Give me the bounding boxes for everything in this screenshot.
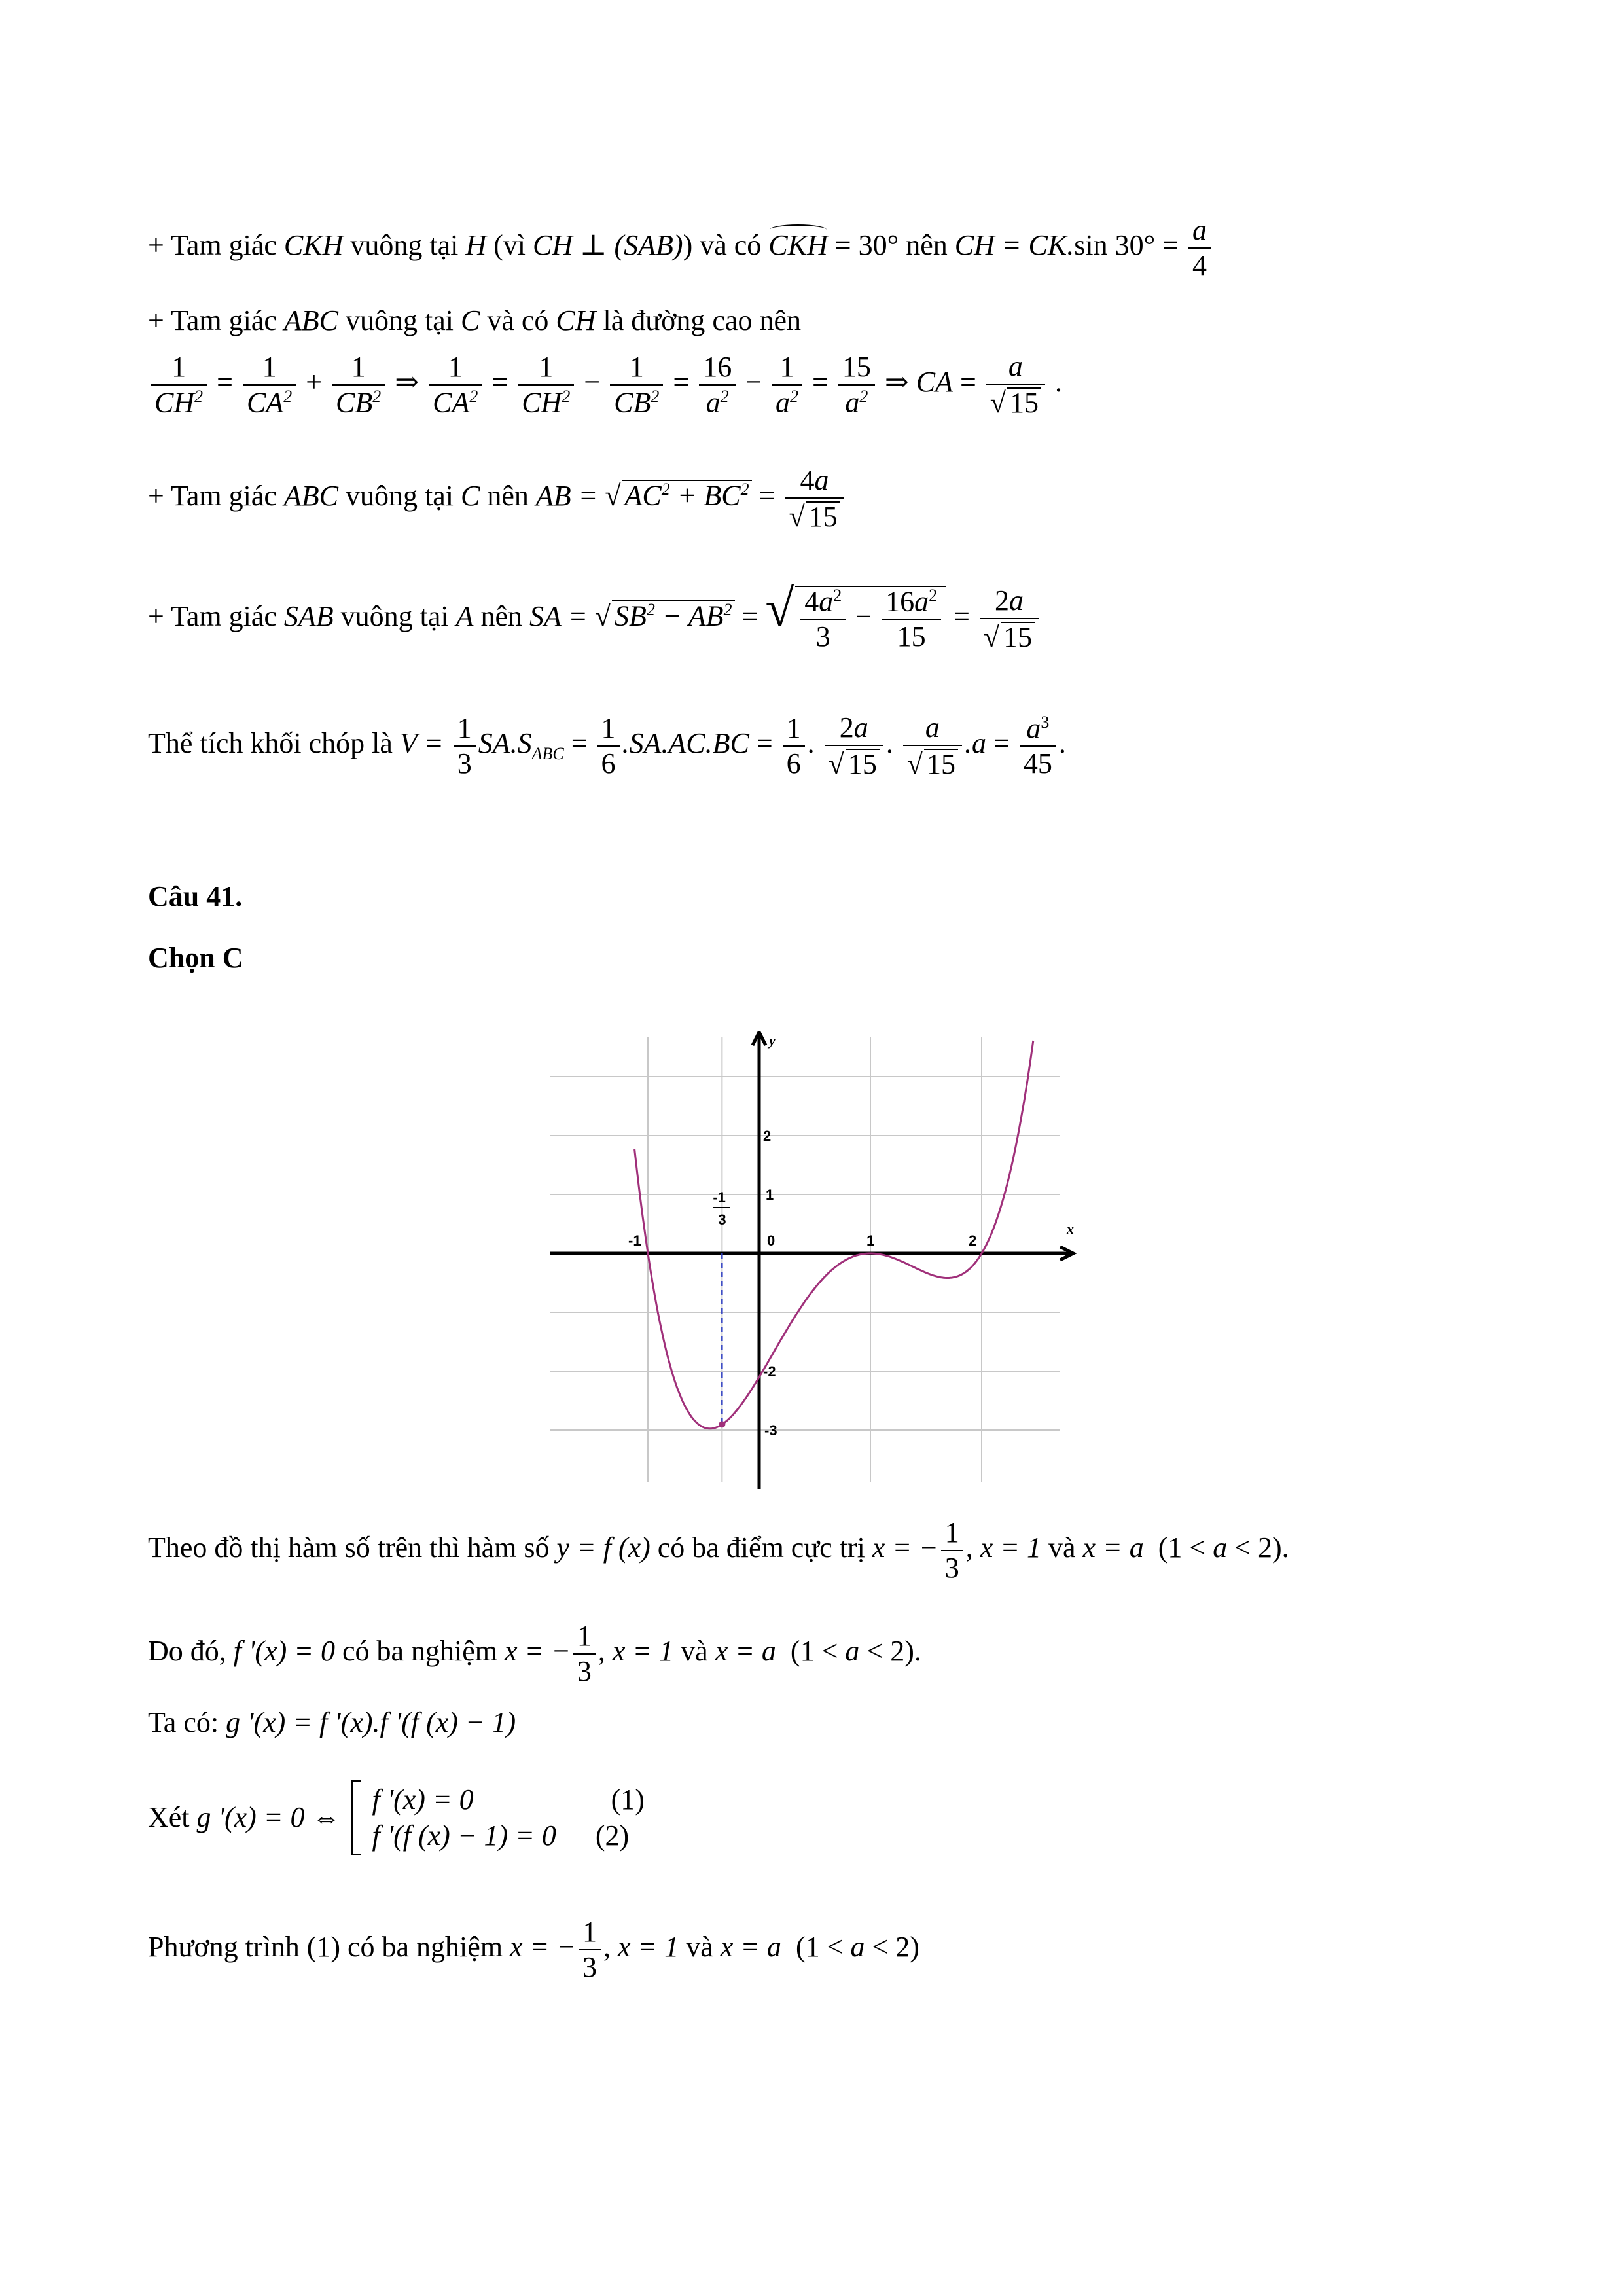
min-point — [719, 1421, 725, 1427]
text-segment: là đường cao nên — [603, 304, 801, 336]
graph-grid — [550, 1037, 1060, 1482]
text-segment: nên — [480, 600, 523, 632]
paragraph-system: Xét g '(x) = 0 ⇔ f '(x) = 0 (1) f '(f (x) − 1) = 0 (2) — [148, 1780, 645, 1855]
height-equation: $\frac{1}{CH^2}$ = $\frac{1}{CA^2}$ + $\frac{1}{CB^2}$ ⇒ $\frac{1}{CA^2}$ = $\frac{1}{CH^2}$ − $\frac{1}{CB^2}$ = $\frac{16}{a^2}$ − $\frac{1}{a^2}$ = $\frac{15}{a^2}$ ⇒ CA = a √ 15 . — [148, 352, 1062, 418]
math-angle-ckh: CKH — [768, 229, 828, 262]
fraction: $\frac{a}{4}$ — [1188, 216, 1211, 280]
triangle-abc-height-line — [148, 306, 801, 335]
minus-third-den: 3 — [718, 1211, 726, 1228]
x-tick-label: 0 — [767, 1232, 776, 1249]
text-segment: vuông tại — [345, 480, 454, 512]
text-segment: và có — [487, 304, 549, 336]
function-graph — [550, 1031, 1086, 1489]
question-heading: Câu 41. — [148, 880, 243, 912]
answer-heading: Chọn C — [148, 942, 243, 974]
graph-axes — [550, 1032, 1073, 1489]
volume-line: Thể tích khối chóp là V = $\frac{1}{3}$ $SA.S_{ABC}$ = $\frac{1}{6}$ .SA.AC.BC = $\frac{1}{6}$ . 2a √ 15 . a √ 15 .a = $\frac{a^3}{45}$ . — [148, 713, 1066, 779]
math-ch: CH — [556, 304, 603, 336]
paragraph-extrema: Theo đồ thị hàm số trên thì hàm số y = f (x) có ba điểm cực trị x = − $\frac{1}{3}$ , x = 1 và x = a (1 < a < 2). — [148, 1516, 1289, 1584]
y-tick-label: -3 — [764, 1422, 777, 1439]
triangle-abc-hyp-line: + Tam giác ABC vuông tại C nên AB = √ $AC^2 + BC^2$ = 4a √ 15 — [148, 466, 847, 531]
text-segment: Thể tích khối chóp là — [148, 727, 393, 760]
math-ckh: CKH — [283, 229, 351, 262]
math-abc: ABC — [283, 304, 346, 336]
x-tick-label: 2 — [969, 1232, 977, 1249]
math-ch-perp: CH ⊥ (SAB) — [533, 229, 683, 262]
text-segment: + Tam giác — [148, 600, 277, 632]
minus-third-num: -1 — [713, 1189, 726, 1206]
y-axis — [753, 1032, 766, 1489]
text-segment: ) và có — [683, 229, 762, 262]
y-tick-label: 1 — [766, 1187, 774, 1203]
text-segment: (vì — [493, 229, 526, 262]
triangle-sab-line: + Tam giác SAB vuông tại A nên SA = √ $SB^2 - AB^2$ = √ $\frac{4a^2}{3}$ − $\frac{16a^2}{15}$ = 2a √ 15 — [148, 583, 1041, 652]
text-segment: + Tam giác — [148, 304, 277, 336]
math-h: H — [465, 229, 494, 262]
y-axis-label: y — [769, 1032, 776, 1049]
text-segment: vuông tại — [350, 229, 459, 262]
text-segment: vuông tại — [340, 600, 449, 632]
x-axis — [550, 1247, 1073, 1260]
paragraph-roots: Do đó, f '(x) = 0 có ba nghiệm x = − $\frac{1}{3}$ , x = 1 và x = a (1 < a < 2). — [148, 1620, 921, 1687]
paragraph-derivative: Ta có: g '(x) = f '(x).f '(f (x) − 1) — [148, 1706, 516, 1738]
text-segment: nên — [906, 229, 948, 262]
math-c: C — [460, 304, 488, 336]
x-axis-label: x — [1067, 1221, 1074, 1237]
text-segment: vuông tại — [345, 304, 454, 336]
math-sin: sin 30° = — [1074, 229, 1186, 262]
text-segment: nên — [487, 480, 529, 512]
text-segment: + Tam giác — [148, 229, 277, 262]
math-ch-value: CH = CK. — [954, 229, 1075, 262]
y-tick-label: 2 — [763, 1128, 772, 1144]
text-segment: + Tam giác — [148, 480, 277, 512]
x-tick-label: -1 — [628, 1232, 641, 1249]
y-tick-label: -2 — [763, 1363, 776, 1380]
triangle-ckh-line — [148, 216, 1213, 280]
math-eq30: = 30° — [834, 229, 906, 262]
paragraph-eq1: Phương trình (1) có ba nghiệm x = − $\frac{1}{3}$ , x = 1 và x = a (1 < a < 2) — [148, 1916, 919, 1983]
x-tick-label: 1 — [866, 1232, 875, 1249]
